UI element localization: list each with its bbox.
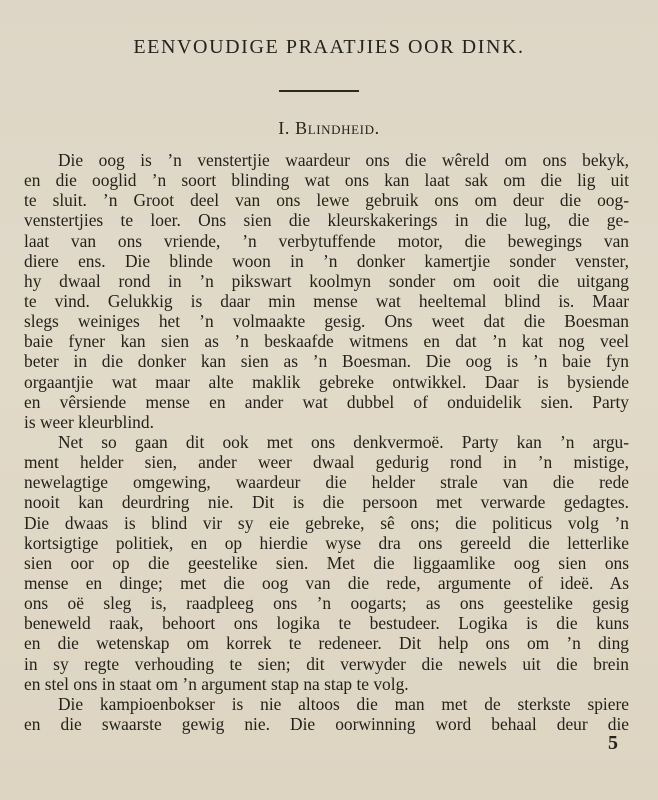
- text-line: ment helder sien, ander weer dwaal gedurig rond in ’n mistige,: [24, 452, 629, 473]
- text-line: en stel ons in staat om ’n argument stap na stap te volg.: [24, 673, 409, 694]
- text-line: kortsigtige politiek, en op hierdie wyse dra ons gereeld die letterlike: [24, 532, 629, 553]
- page-title: EENVOUDIGE PRAATJIES OOR DINK.: [133, 36, 525, 58]
- page-number: 5: [608, 732, 618, 754]
- text-line: en die ooglid ’n soort blinding wat ons kan laat sak om die lig uit: [24, 170, 629, 191]
- text-line: is weer kleurblind.: [24, 411, 154, 432]
- body-text: [24, 150, 629, 734]
- text-line: in sy regte verhouding te sien; dit verwyder die newels uit die brein: [24, 653, 629, 674]
- text-line: baie fyner kan sien as ’n beskaafde witmens en dat ’n kat nog veel: [24, 331, 629, 352]
- text-line: Net so gaan dit ook met ons denkvermoë. Party kan ’n argu-: [58, 431, 629, 452]
- text-line: beter in die donker kan sien as ’n Boesman. Die oog is ’n baie fyn: [24, 351, 629, 372]
- section-name: Blindheid.: [295, 118, 380, 138]
- text-line: nooit kan deurdring nie. Dit is die persoon met verwarde gedagtes.: [24, 492, 629, 513]
- text-line: newelagtige omgewing, waardeur die helder strale van die rede: [24, 472, 629, 493]
- text-line: slegs weiniges het ’n volmaakte gesig. Ons weet dat die Boesman: [24, 311, 629, 332]
- text-line: sien oor op die geestelike sien. Met die liggaamlike oog sien ons: [24, 552, 629, 573]
- text-line: en vêrsiende mense en ander wat dubbel of onduidelik sien. Party: [24, 391, 629, 412]
- text-line: venstertjies te loer. Ons sien die kleurskakerings in die lug, die ge-: [24, 210, 629, 231]
- title-divider: [279, 90, 359, 92]
- text-line: diere ens. Die blinde woon in ’n donker kamertjie sonder venster,: [24, 250, 629, 271]
- section-number: I.: [278, 118, 290, 138]
- text-line: te vind. Gelukkig is daar min mense wat heeltemal blind is. Maar: [24, 290, 629, 311]
- text-line: mense en dinge; met die oog van die rede, argumente of ideë. As: [24, 572, 629, 593]
- text-line: te sluit. ’n Groot deel van ons lewe gebruik ons om deur die oog-: [24, 190, 629, 211]
- section-heading: [0, 118, 658, 139]
- text-line: orgaantjie wat maar alte maklik gebreke ontwikkel. Daar is bysiende: [24, 371, 629, 392]
- text-line: en die wetenskap om korrek te redeneer. Dit help ons om ’n ding: [24, 633, 629, 654]
- text-line: Die dwaas is blind vir sy eie gebreke, sê ons; die politicus volg ’n: [24, 512, 629, 533]
- text-line: laat van ons vriende, ’n verbytuffende motor, die bewegings van: [24, 230, 629, 251]
- text-line: en die swaarste gewig nie. Die oorwinning word behaal deur die: [24, 713, 629, 734]
- text-line: ons oë sleg is, raadpleeg ons ’n oogarts; as ons geestelike gesig: [24, 593, 629, 614]
- text-line: beneweld raak, behoort ons logika te bestudeer. Logika is die kuns: [24, 613, 629, 634]
- text-line: hy dwaal rond in ’n pikswart koolmyn sonder om ooit die uitgang: [24, 270, 629, 291]
- text-line: Die oog is ’n venstertjie waardeur ons die wêreld om ons bekyk,: [58, 150, 629, 170]
- text-line: Die kampioenbokser is nie altoos die man met de sterkste spiere: [58, 693, 629, 714]
